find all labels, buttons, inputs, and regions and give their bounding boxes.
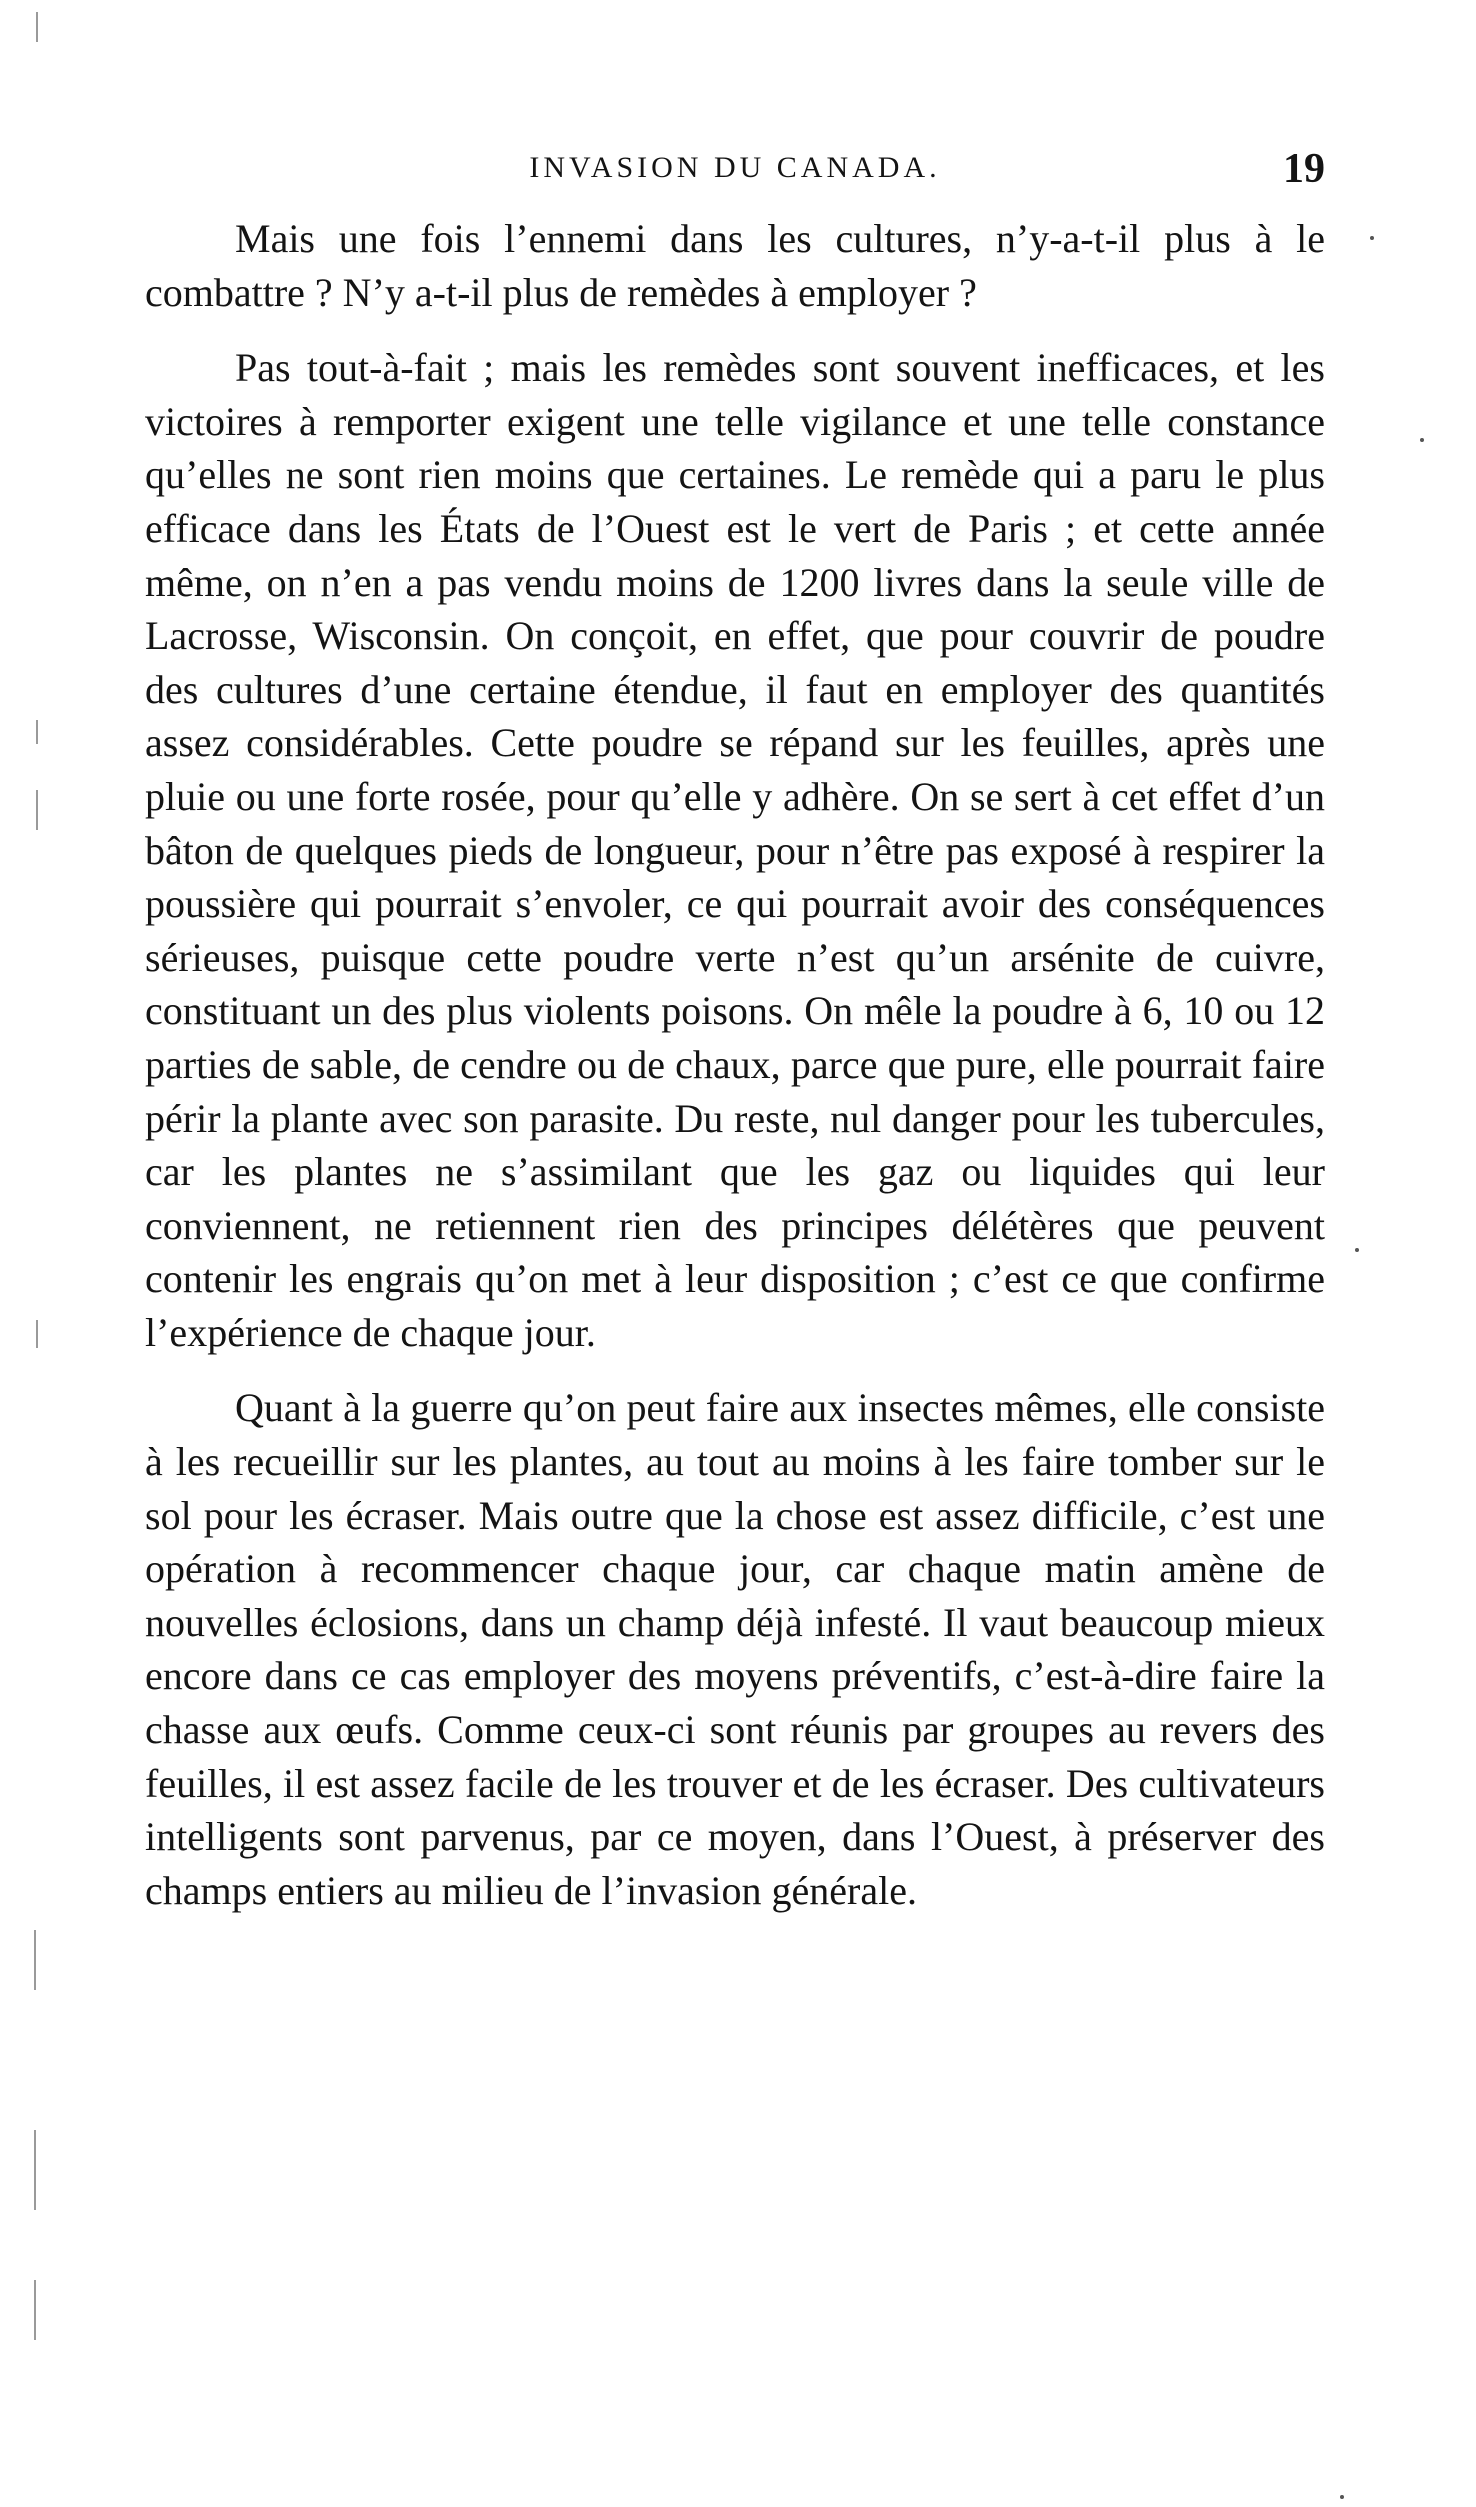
paragraph-2: Pas tout-à-fait ; mais les remèdes sont souvent inefficaces, et les victoires à remporter exigent une telle vigilance et une telle constance qu’elles ne sont rien moins que certaines. Le remède qui a paru le plus efficace dans les États de l’Ouest est le vert de Paris ; et cette année même, on n’en a pas vendu moins de 1200 livres dans la seule ville de Lacrosse, Wisconsin. On conçoit, en effet, que pour couvrir de poudre des cultures d’une certaine étendue, il faut en employer des quantités assez considérables. Cette poudre se répand sur les feuilles, après une pluie ou une forte rosée, pour qu’elle y adhère. On se sert à cet effet d’un bâton de quelques pieds de longueur, pour n’être pas exposé à respirer la poussière qui pourrait s’envoler, ce qui pourrait avoir des conséquences sérieuses, puisque cette poudre verte n’est qu’un arsénite de cuivre, constituant un des plus violents poisons. On mêle la poudre à 6, 10 ou 12 parties de sable, de cendre ou de chaux, parce que pure, elle pourrait faire périr la plante avec son parasite. Du reste, nul danger pour les tubercules, car les plantes ne s’assimilant que les gaz ou liquides qui leur conviennent, ne retiennent rien des principes délétères que peuvent contenir les engrais qu’on met à leur disposition ; c’est ce que confirme l’expérience de chaque jour. (145, 345, 1325, 1355)
scan-speck (1420, 438, 1424, 442)
body-text (145, 212, 1325, 1917)
scan-margin-mark (36, 790, 38, 830)
scan-speck (1340, 2495, 1344, 2499)
scan-margin-mark (36, 720, 38, 744)
scan-margin-mark (36, 12, 38, 42)
scan-margin-mark (34, 2130, 36, 2210)
scan-speck (1370, 236, 1374, 240)
paragraph-3: Quant à la guerre qu’on peut faire aux insectes mêmes, elle consiste à les recueillir sur les plantes, au tout au moins à les faire tomber sur le sol pour les écraser. Mais outre que la chose est assez difficile, c’est une opération à recommencer chaque jour, car chaque matin amène de nouvelles éclosions, dans un champ déjà infesté. Il vaut beaucoup mieux encore dans ce cas employer des moyens préventifs, c’est-à-dire faire la chasse aux œufs. Comme ceux-ci sont réunis par groupes au revers des feuilles, il est assez facile de les trouver et de les écraser. Des cultivateurs intelligents sont parvenus, par ce moyen, dans l’Ouest, à préserver des champs entiers au milieu de l’invasion générale. (145, 1385, 1325, 1913)
running-head (145, 145, 1325, 195)
scan-speck (1355, 1248, 1359, 1252)
scan-margin-mark (34, 2280, 36, 2340)
page-number: 19 (1283, 146, 1325, 192)
paragraph-1: Mais une fois l’ennemi dans les cultures, n’y-a-t-il plus à le combattre ? N’y a-t-il plus de remèdes à employer ? (145, 216, 1325, 315)
scan-margin-mark (36, 1320, 38, 1348)
running-title: INVASION DU CANADA. (529, 151, 941, 184)
scan-margin-mark (34, 1930, 36, 1990)
